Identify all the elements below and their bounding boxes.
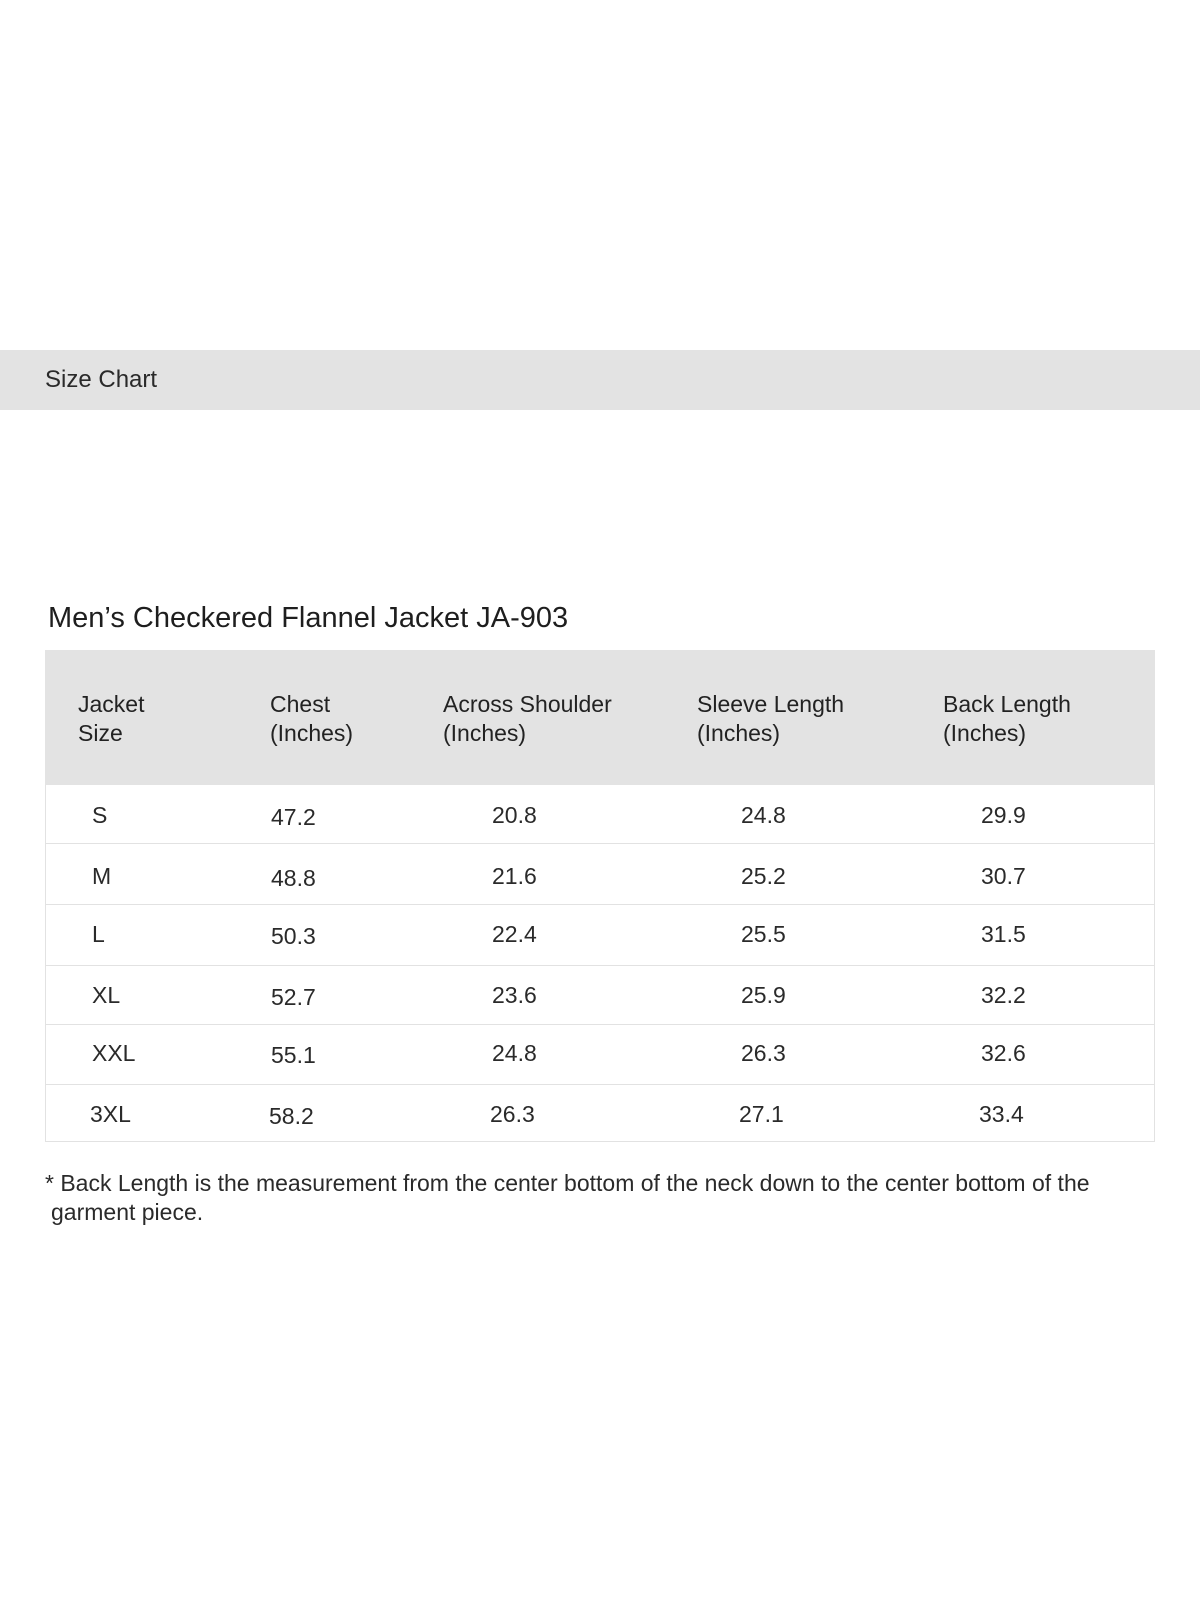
cell-shoulder: 20.8: [492, 802, 537, 828]
header-sleeve-length-line1: Sleeve Length: [697, 691, 845, 717]
table-row: [45, 785, 1155, 844]
cell-shoulder: 23.6: [492, 982, 537, 1008]
table-row: [45, 1025, 1155, 1085]
cell-back: 30.7: [981, 863, 1026, 889]
cell-sleeve: 25.2: [741, 863, 786, 889]
cell-sleeve: 26.3: [741, 1040, 786, 1066]
table-row: [45, 966, 1155, 1025]
header-chest-line2: (Inches): [270, 720, 354, 746]
cell-size: M: [92, 863, 112, 889]
header-chest: [270, 690, 353, 748]
header-chest-line1: Chest: [270, 691, 331, 717]
header-back-length: [943, 690, 1071, 748]
cell-shoulder: 21.6: [492, 863, 537, 889]
header-across-shoulder-line1: Across Shoulder: [443, 691, 612, 717]
cell-shoulder: 22.4: [492, 921, 537, 947]
cell-size: 3XL: [90, 1101, 131, 1127]
header-across-shoulder: [443, 690, 612, 748]
cell-shoulder: 24.8: [492, 1040, 537, 1066]
header-sleeve-length-line2: (Inches): [697, 720, 781, 746]
header-jacket-size-line2: Size: [78, 720, 123, 746]
header-back-length-line1: Back Length: [943, 691, 1071, 717]
header-jacket-size-line1: Jacket: [78, 691, 145, 717]
cell-back: 33.4: [979, 1101, 1024, 1127]
cell-size: XL: [92, 982, 121, 1008]
cell-size: XXL: [92, 1040, 136, 1066]
table-row: [45, 1085, 1155, 1142]
cell-sleeve: 25.5: [741, 921, 786, 947]
header-jacket-size: [78, 690, 144, 748]
header-back-length-line2: (Inches): [943, 720, 1027, 746]
footnote-line2: garment piece.: [51, 1199, 204, 1225]
cell-chest: 47.2: [271, 804, 316, 830]
footnote: [45, 1169, 1155, 1227]
cell-sleeve: 24.8: [741, 802, 786, 828]
table-header: [45, 650, 1155, 785]
cell-back: 32.2: [981, 982, 1026, 1008]
cell-shoulder: 26.3: [490, 1101, 535, 1127]
cell-chest: 50.3: [271, 923, 316, 949]
header-across-shoulder-line2: (Inches): [443, 720, 527, 746]
product-title: Men’s Checkered Flannel Jacket JA-903: [48, 602, 569, 634]
banner-title: Size Chart: [45, 366, 158, 393]
cell-size: S: [92, 802, 108, 828]
size-chart-banner: [0, 350, 1200, 410]
table-row: [45, 844, 1155, 905]
header-sleeve-length: [697, 690, 844, 748]
table-row: [45, 905, 1155, 966]
cell-back: 32.6: [981, 1040, 1026, 1066]
cell-sleeve: 25.9: [741, 982, 786, 1008]
cell-size: L: [92, 921, 105, 947]
size-table: [45, 650, 1155, 1142]
cell-chest: 55.1: [271, 1042, 316, 1068]
cell-sleeve: 27.1: [739, 1101, 784, 1127]
footnote-line1: * Back Length is the measurement from the center bottom of the neck down to the center bottom of the: [45, 1170, 1090, 1196]
cell-back: 29.9: [981, 802, 1026, 828]
cell-back: 31.5: [981, 921, 1026, 947]
cell-chest: 58.2: [269, 1103, 314, 1129]
cell-chest: 48.8: [271, 865, 316, 891]
cell-chest: 52.7: [271, 984, 316, 1010]
